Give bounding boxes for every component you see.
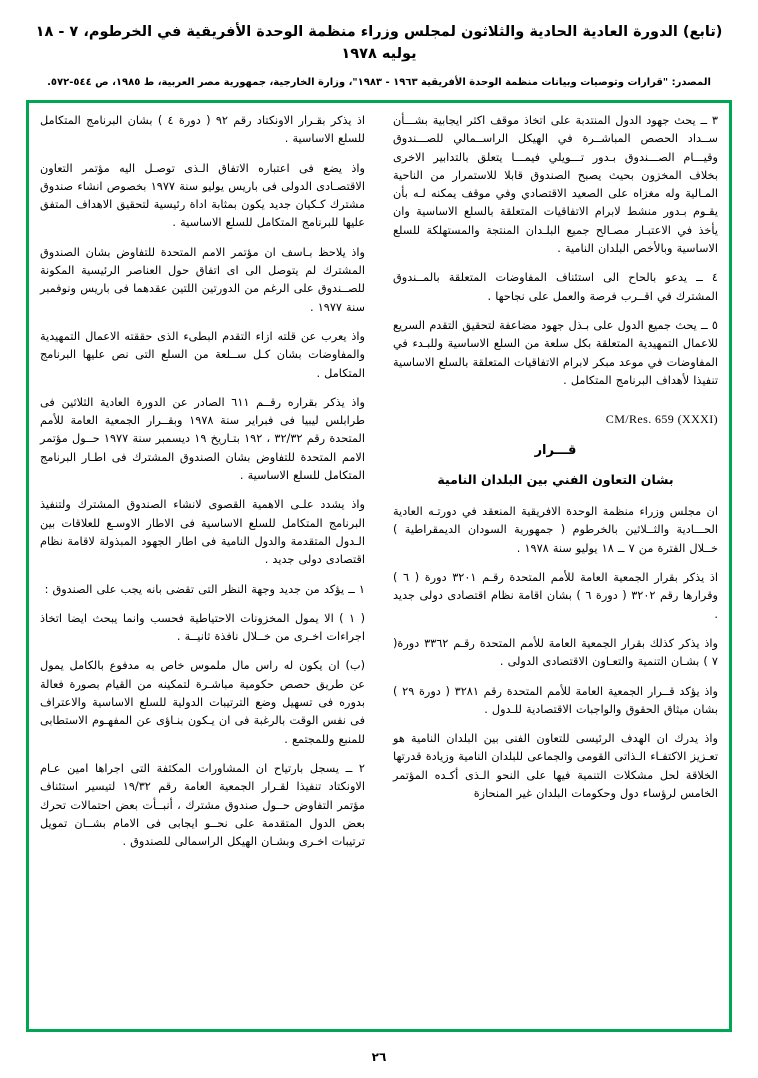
paragraph: واذ يدرك ان الهدف الرئيسى للتعاون الفنى بين البلدان النامية هو تعـزيز الاكتفـاء الـذاتى القومى والجماعى للبلدان النامية وزيادة قدرتها الخلاقة لحل مشكلات التنمية فيها على النحو الـذى أكـده المؤتمر الخامس لرؤساء دول وحكومات البلدان غير المنحازة [393,732,718,801]
column-left [40,112,365,1020]
paragraph: اذ يذكر بقرار الجمعية العامة للأمم المتحدة رقـم ٣٢٠١ دورة ( ٦ ) وقرارها رقم ٣٢٠٢ ( دورة ٦ ) بشان اقامة نظام اقتصادى دولى جديد . [393,571,718,621]
page-number: ٢٦ [371,1050,387,1064]
paragraph: واذ يعرب عن قلته ازاء التقدم البطىء الذى حققته الاعمال التمهيدية والمفاوضات بشان كـل ســلعة من السلع التى نص عليها البرنامج المتكامل . [40,329,365,380]
paragraph: ٣ ــ يحث جهود الدول المنتدبة على اتخاذ موقف اكثر ايجابية بشـــأن ســداد الحصص المباشــرة في الهيكل الراســمالي للصـــندوق وقيـــام الصـــندوق بـدور تـــويلي فيمـــا يتعلق بالتدابير الاخرى بخلاف المخزون بحيث يصبح الصندوق قابلا للاستمرار من الناحية المـالية وله مغزاه على الصعيد الاقتصادي وفي موقف يمكنه لـه بأن يقـوم بـدور منشط لابرام الاتفاقيات المتعلقة بالسلع الاساسية وان يأخذ في الاعتبـار مصـالح جميع البلـدان المنتجة والمستهلكة للسلع الاساسية وبالأخص البلدان النامية . [393,114,718,256]
paragraph: واذ يذكر بقراره رقــم ٦١١ الصادر عن الدورة العادية الثلاثين فى طرابلس ليبيا فى فبراير سنة ١٩٧٨ وبقــرار الجمعية العامة للأمم المتحدة رقم ٣٢/٣٢ ، ١٩٢ بتـاريخ ١٩ ديسمبر سنة ١٩٧٧ حــول مؤتمر الامم المتحدة للتفاوض بشان الصندوق المشترك فى اطـار البرنامج المتكامل للسلع الاساسية . [40,395,366,483]
paragraph: واذ يذكر كذلك بقرار الجمعية العامة للأمم المتحدة رقـم ٣٣٦٢ دورة( ٧ ) بشـان التنمية والتعـاون الاقتصادى الدولى . [393,636,718,669]
header-source: المصدر: "قرارات وتوصيات وبيانات منظمة الوحدة الأفريقية ١٩٦٣ - ١٩٨٣"، وزارة الخارجية، جمهورية مصر العربية، ط ١٩٨٥، ص ٥٤٤-٥٧٢. [47,76,711,88]
paragraph: واذ يلاحظ بـاسف ان مؤتمر الامم المتحدة للتفاوض بشان الصندوق المشترك لم يتوصل الى اى اتفاق حول العناصر الرئيسية المكونة للصــندوق على الرغم من الدورتين اللتين عقدهما فى باريس ونوفمبر سنة ١٩٧٧ . [40,245,365,314]
resolution-id: CM/Res. 659 (XXXI) [605,412,718,427]
header-title: (تابع) الدورة العادية الحادية والثلاثون لمجلس وزراء منظمة الوحدة الأفريقية في الخرطوم، ٧ - ١٨ يوليه ١٩٧٨ [35,24,723,62]
resolution-subheading: بشان التعاون الفني بين البلدان النامية [437,472,674,488]
paragraph: ان مجلس وزراء منظمة الوحدة الافريقية المنعقد في دورتـه العادية الحـــادية والثــلاثين بالخرطوم ( جمهورية السودان الديمقراطية ) خــلال الفترة من ٧ ــ ١٨ يوليو سنة ١٩٧٨ . [393,505,718,555]
column-right [393,112,718,1020]
paragraph: واذ يضع فى اعتباره الاتفاق الـذى توصـل اليه مؤتمر التعاون الاقتصـادى الدولى فى باريس يوليو سنة ١٩٧٧ بخصوص انشاء صندوق مشترك كـكيان جديد يكون بمثابة اداة رئيسية لتحقيق الاهداف المتفق عليها للبرنامج المتكامل للسلع الاساسية . [40,161,365,230]
page-header [0,0,758,90]
two-column-body [40,112,718,1020]
paragraph: ( ١ ) الا يمول المخزونات الاحتياطية فحسب وانما يبحث ايضا اتخاذ اجراءات اخـرى من خــلال نافذة ثانيــة . [40,611,365,644]
paragraph: ١ ــ يؤكد من جديد وجهة النظر التى تقضى بانه يجب على الصندوق : [44,582,365,596]
resolution-heading: قـــرار [534,443,577,459]
paragraph: واذ يؤكد قــرار الجمعية العامة للأمم المتحدة رقم ٣٢٨١ ( دورة ٢٩ ) بشان ميثاق الحقوق والواجبات الاقتصادية للـدول . [393,684,719,716]
paragraph: ٢ ــ يسجل بارتياح ان المشاورات المكثفة التى اجراها امين عـام الاونكتاد تنفيذا لقـرار الجمعية العامة رقم ١٩/٣٢ لتيسير استئناف مؤتمر التفاوض حــول صندوق مشترك ، أنبــأت بعض احتمالات تحرك بعض الدول المتقدمة على نحــو ايجابى فى الامام بشــان تمويل ترتيبات اخـرى وبشـان الهيكل الراسمالى للصندوق . [40,761,365,849]
paragraph: اذ يذكر بقـرار الاونكتاد رقم ٩٢ ( دورة ٤ ) بشان البرنامج المتكامل للسلع الاساسية . [40,114,365,146]
paragraph: ٤ ــ يدعو بالحاح الى استئناف المفاوضات المتعلقة بالمــندوق المشترك في اقــرب فرصة والعمل على نجاحها . [393,271,718,303]
paragraph: (ب) ان يكون له راس مال ملموس خاص به مدفوع بالكامل يمول عن طريق حصص حكومية مباشـرة لتمكينه من القيام بصورة فعالة بدوره فى تسهيل وضع الترتيبات الدولية للسلع الاساسية والاعتراف فى نفس الوقت بالرغبة فى ان يـكون بنـاؤى عن المفهـوم الاستطابى للمنبع وللمجتمع . [40,659,365,746]
paragraph: ٥ ــ يحث جميع الدول على بـذل جهود مضاعفة لتحقيق التقدم السريع للاعمال التمهيدية المتعلقة بكل سلعة من السلع الاساسية وللبـدء في المفاوضات في موعد مبكر لابرام الاتفاقيات المتعلقة بالسلع الاساسية تنفيذا لأهداف البرنامج المتكامل . [393,318,718,387]
paragraph: واذ يشدد علـى الاهمية القصوى لانشاء الصندوق المشترك ولتنفيذ البرنامج المتكامل للسلع الاساسية فى الاطار الاوسـع للعلاقات بين الـدول المتقدمة والدول النامية فى اطار الجهود المبذولة لاقامة نظام اقتصادى دولى جديد . [40,498,365,567]
